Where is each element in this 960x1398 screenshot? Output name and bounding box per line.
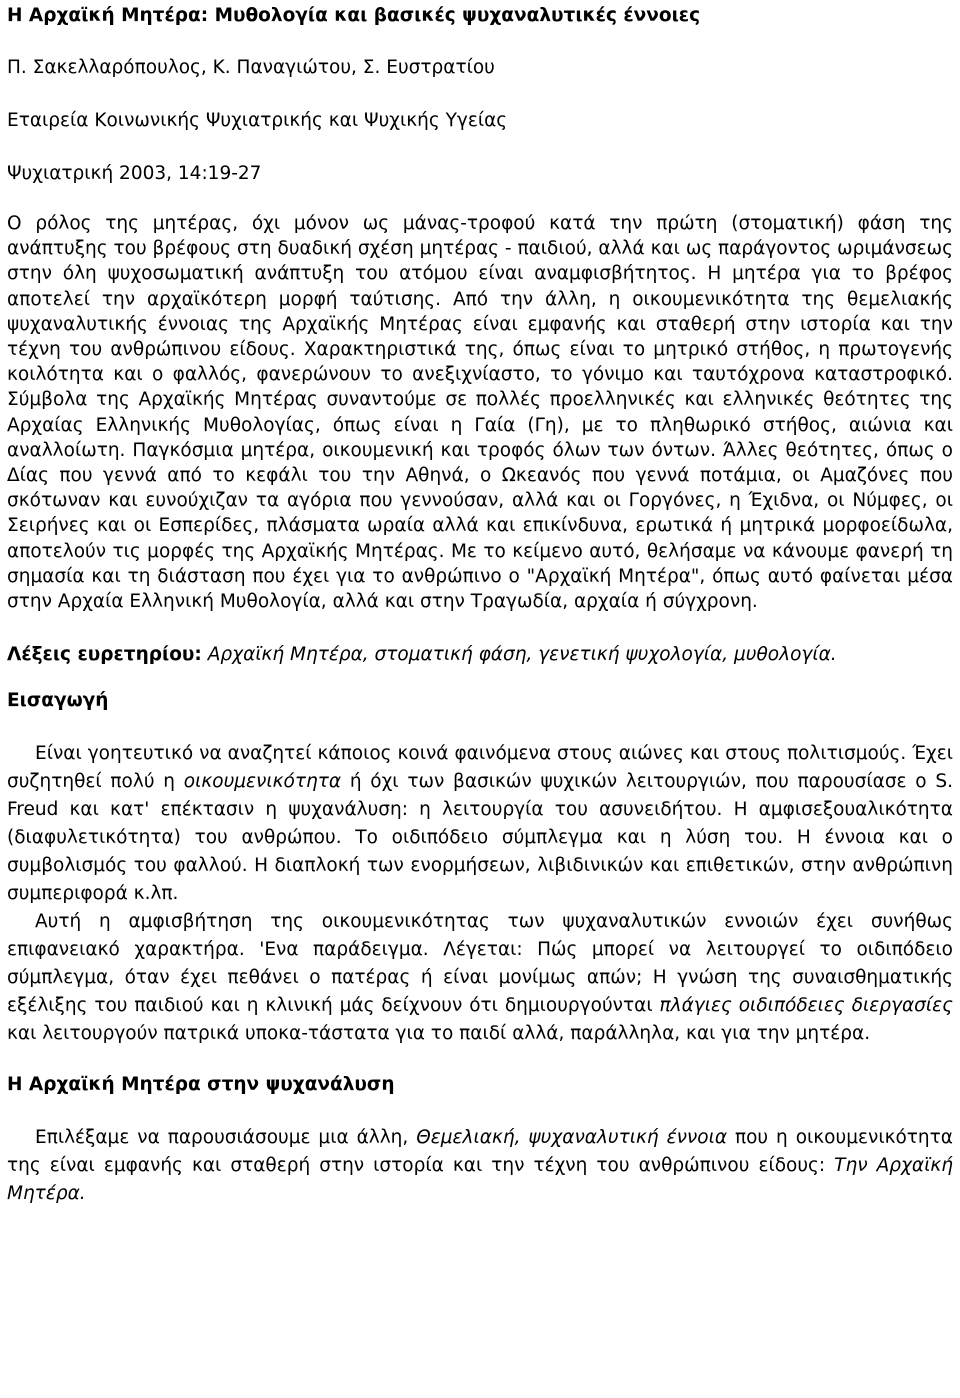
section-heading-introduction: Εισαγωγή [7, 690, 109, 712]
psy-p1-emphasis-2: Την Αρχαϊκή Μητέρα. [7, 1155, 953, 1205]
section-heading-psychoanalysis: Η Αρχαϊκή Μητέρα στην ψυχανάλυση [7, 1074, 395, 1096]
psy-p1-text-a: Επιλέξαμε να παρουσιάσουμε μια άλλη, [35, 1127, 417, 1149]
article-title: Η Αρχαϊκή Μητέρα: Μυθολογία και βασικές ψυχαναλυτικές έννοιες [7, 5, 701, 26]
intro-paragraph-2 [7, 908, 953, 1048]
document-page [7, 0, 953, 1208]
intro-p1-emphasis: οικουμενικότητα [183, 771, 342, 793]
intro-p1-text-a: Είναι γοητευτικό να αναζητεί κάποιος κοινά φαινόμενα στους αιώνες και στους πολιτισμούς. Έχει συζητηθεί πολύ η [7, 743, 953, 793]
psy-p1-text-c: που η οικουμενικότητα της είναι εμφανής και σταθερή στην ιστορία και την τέχνη του ανθρώπινου είδους: [7, 1127, 953, 1177]
keywords-line [7, 642, 953, 668]
intro-p2-emphasis: πλάγιες οιδιπόδειες διεργασίες [659, 995, 953, 1017]
keywords-label: Λέξεις ευρετηρίου: [7, 644, 202, 666]
intro-paragraph-1 [7, 740, 953, 908]
abstract-paragraph: Ο ρόλος της μητέρας, όχι μόνον ως μάνας-τροφού κατά την πρώτη (στοματική) φάση της ανάπτυξης του βρέφους στη δυαδική σχέση μητέρας - παιδιού, αλλά και ως παράγοντος ωριμάνσεως στην όλη ψυχοσωματική ανάπτυξη του ατόμου είναι αναμφισβήτητος. Η μητέρα για το βρέφος αποτελεί την αρχαϊκότερη μορφή ταύτισης. Από την άλλη, η οικουμενικότητα της θεμελιακής ψυχαναλυτικής έννοιας της Αρχαϊκής Μητέρας είναι εμφανής και σταθερή στην ιστορία και την τέχνη του ανθρώπινου είδους. Χαρακτηριστικά της, όπως είναι το μητρικό στήθος, η πρωτογενής κοιλότητα και ο φαλλός, φανερώνουν το ανεξιχνίαστο, το γόνιμο και ταυτόχρονα καταστροφικό. Σύμβολα της Αρχαϊκής Μητέρας συναντούμε σε πολλές προελληνικές και ελληνικές θεότητες της Αρχαίας Ελληνικής Μυθολογίας, όπως είναι η Γαία (Γη), με το πληθωρικό στήθος, αιώνια και αναλλοίωτη. Παγκόσμια μητέρα, οικουμενική και τροφός όλων των όντων. Άλλες θεότητες, όπως ο Δίας που γεννά από το κεφάλι του την Αθηνά, ο Ωκεανός που γεννά ποτάμια, οι Αμαζόνες που σκότωναν και ευνούχιζαν τα αγόρια που γεννούσαν, αλλά και οι Γοργόνες, η Έχιδνα, οι Νύμφες, οι Σειρήνες και οι Εσπερίδες, πλάσματα ωραία αλλά και επικίνδυνα, ερωτικά ή μητρικά μορφοείδωλα, αποτελούν τις μορφές της Αρχαϊκής Μητέρας. Με το κείμενο αυτό, θελήσαμε να κάνουμε φανερή τη σημασία και τη διάσταση που έχει για το ανθρώπινο ο "Αρχαϊκή Μητέρα", όπως αυτό φαίνεται μέσα στην Αρχαία Ελληνική Μυθολογία, αλλά και στην Τραγωδία, αρχαία ή σύγχρονη. [7, 213, 953, 613]
psychoanalysis-paragraph-1 [7, 1124, 953, 1208]
society-line: Εταιρεία Κοινωνικής Ψυχιατρικής και Ψυχικής Υγείας [7, 110, 508, 131]
authors-line: Π. Σακελλαρόπουλος, Κ. Παναγιώτου, Σ. Ευστρατίου [7, 57, 495, 78]
intro-p1-text-c: ή όχι των βασικών ψυχικών λειτουργιών, που παρουσίασε ο S. Freud και κατ' επέκτασιν η ψυχανάλυση: η λειτουργία του ασυνειδήτου. Η αμφισεξουαλικότητα (διαφυλετικότητα) του ανθρώπου. Το οιδιπόδειο σύμπλεγμα και η λύση του. Η έννοια και ο συμβολισμός του φαλλού. Η διαπλοκή των ενορμήσεων, λιβιδινικών και επιθετικών, στην ανθρώπινη συμπεριφορά κ.λπ. [7, 771, 953, 905]
intro-p2-text-a: Αυτή η αμφισβήτηση της οικουμενικότητας των ψυχαναλυτικών εννοιών έχει συνήθως επιφανειακό χαρακτήρα. 'Ενα παράδειγμα. Λέγεται: Πώς μπορεί να λειτουργεί το οιδιπόδειο σύμπλεγμα, όταν έχει πεθάνει ο πατέρας ή είναι μονίμως απών; Η γνώση της συναισθηματικής εξέλιξης του παιδιού και η κλινική μάς δείχνουν ότι δημιουργούνται [7, 911, 953, 1017]
psy-p1-emphasis-1: Θεμελιακή, ψυχαναλυτική έννοια [416, 1127, 728, 1149]
keywords-value: Αρχαϊκή Μητέρα, στοματική φάση, γενετική ψυχολογία, μυθολογία. [207, 644, 837, 666]
intro-p2-text-c: και λειτουργούν πατρικά υποκα-τάστατα για το παιδί αλλά, παράλληλα, και για την μητέρα. [7, 1023, 871, 1045]
journal-citation: Ψυχιατρική 2003, 14:19-27 [7, 163, 262, 184]
